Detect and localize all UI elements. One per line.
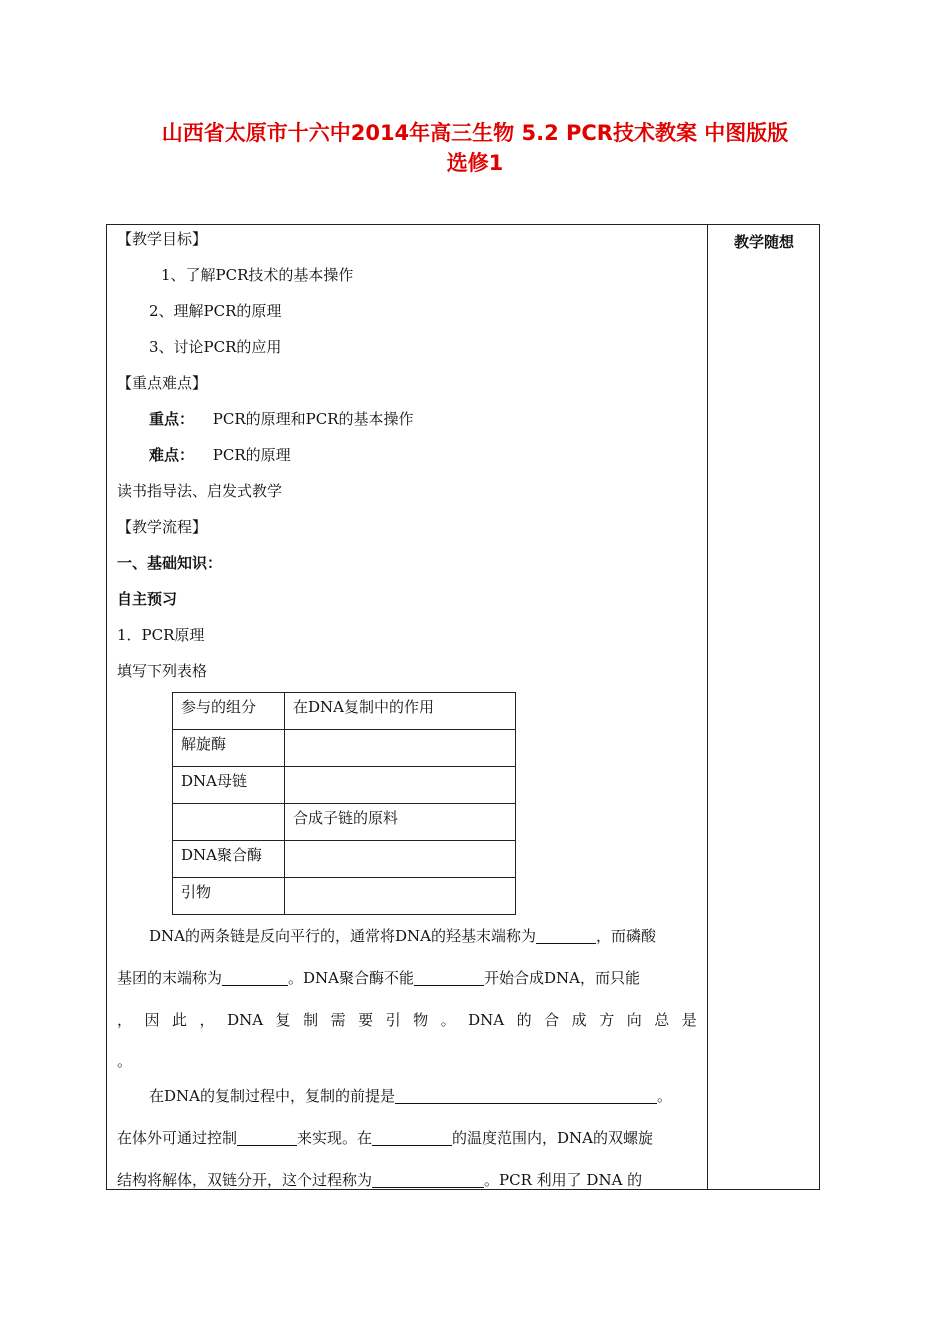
justified-char: 要: [358, 1011, 374, 1029]
answer-blank[interactable]: [222, 969, 288, 986]
section-basic-knowledge: 一、基础知识：: [117, 554, 223, 572]
justified-char: 是: [681, 1011, 697, 1029]
justified-char: DNA: [227, 1011, 264, 1029]
table-row: [173, 878, 516, 915]
table-row: [173, 804, 516, 841]
paragraph2-text: 结构将解体，双链分开，这个过程称为: [117, 1171, 373, 1189]
table-row: [173, 767, 516, 804]
paragraph1-line3: [117, 1010, 697, 1030]
key-point-row: [149, 409, 414, 429]
justified-char: ，: [199, 1011, 215, 1029]
justified-char: 方: [599, 1011, 615, 1029]
flow-heading: 【教学流程】: [117, 518, 208, 536]
answer-blank[interactable]: [372, 1129, 452, 1146]
justified-char: ，: [117, 1011, 133, 1029]
teaching-method: 读书指导法、启发式教学: [117, 482, 283, 500]
justified-char: 因: [144, 1011, 160, 1029]
table-cell: 在DNA复制中的作用: [285, 693, 516, 730]
paragraph2-text: 在体外可通过控制: [117, 1129, 238, 1147]
paragraph2-text: 的温度范围内，DNA的双螺旋: [452, 1129, 654, 1147]
justified-char: DNA: [468, 1011, 505, 1029]
paragraph2-line2: [117, 1128, 653, 1148]
difficult-point-label: 难点：: [149, 446, 195, 464]
paragraph1-text: ，而磷酸: [595, 927, 656, 945]
goal-2: 2、理解PCR的原理: [149, 302, 282, 320]
table-row: [173, 730, 516, 767]
answer-blank[interactable]: [536, 927, 596, 944]
table-cell: [285, 841, 516, 878]
table-row: [173, 841, 516, 878]
paragraph1-line2: [117, 968, 640, 988]
components-table: [172, 692, 516, 915]
answer-blank[interactable]: [395, 1087, 657, 1104]
key-points-heading: 【重点难点】: [117, 374, 208, 392]
table-cell: 合成子链的原料: [285, 804, 516, 841]
self-preview-heading: 自主预习: [117, 590, 178, 608]
table-cell: [285, 730, 516, 767]
difficult-point-text: PCR的原理: [212, 446, 291, 464]
paragraph2-line1: [149, 1086, 672, 1106]
paragraph1-text: 。DNA聚合酶不能: [288, 969, 415, 987]
paragraph1-line1: [149, 926, 656, 946]
justified-char: 合: [544, 1011, 560, 1029]
table-cell: DNA母链: [173, 767, 285, 804]
table-cell: 引物: [173, 878, 285, 915]
paragraph2-text: 。: [657, 1087, 673, 1105]
key-point-label: 重点：: [149, 410, 195, 428]
paragraph1-line4: 。: [117, 1052, 133, 1070]
document-title: [0, 118, 950, 178]
justified-char: 复: [275, 1011, 291, 1029]
table-cell: DNA聚合酶: [173, 841, 285, 878]
title-line-2: 选修1: [446, 151, 504, 175]
table-cell: 解旋酶: [173, 730, 285, 767]
goals-heading: 【教学目标】: [117, 230, 208, 248]
table-row: [173, 693, 516, 730]
table-cell: 参与的组分: [173, 693, 285, 730]
difficult-point-row: [149, 445, 291, 465]
justified-char: 总: [654, 1011, 670, 1029]
title-line-1: 山西省太原市十六中2014年高三生物 5.2 PCR技术教案 中图版版: [161, 121, 789, 145]
goal-3: 3、讨论PCR的应用: [149, 338, 282, 356]
paragraph2-text: 在DNA的复制过程中，复制的前提是: [149, 1087, 395, 1105]
justified-char: 此: [172, 1011, 188, 1029]
justified-char: 。: [440, 1011, 456, 1029]
paragraph1-text: 基团的末端称为: [117, 969, 223, 987]
paragraph1-text: DNA的两条链是反向平行的，通常将DNA的羟基末端称为: [149, 927, 536, 945]
justified-char: 成: [571, 1011, 587, 1029]
item-pcr-principle: 1．PCR原理: [117, 626, 205, 644]
answer-blank[interactable]: [372, 1171, 484, 1188]
justified-char: 物: [413, 1011, 429, 1029]
column-divider: [707, 225, 708, 1189]
key-point-text: PCR的原理和PCR的基本操作: [212, 410, 414, 428]
table-cell: [173, 804, 285, 841]
table-cell: [285, 767, 516, 804]
lesson-plan-frame: [106, 224, 820, 1190]
paragraph2-text: 。PCR 利用了 DNA 的: [484, 1171, 643, 1189]
side-column-header: 教学随想: [733, 233, 794, 251]
table-cell: [285, 878, 516, 915]
justified-char: 引: [385, 1011, 401, 1029]
answer-blank[interactable]: [414, 969, 484, 986]
paragraph2-line3: [117, 1170, 642, 1190]
fill-table-instruction: 填写下列表格: [117, 662, 208, 680]
justified-char: 的: [516, 1011, 532, 1029]
answer-blank[interactable]: [237, 1129, 297, 1146]
goal-1: 1、了解PCR技术的基本操作: [161, 266, 354, 284]
justified-char: 向: [626, 1011, 642, 1029]
paragraph1-text: 开始合成DNA，而只能: [484, 969, 641, 987]
paragraph2-text: 来实现。在: [297, 1129, 373, 1147]
justified-char: 需: [330, 1011, 346, 1029]
justified-char: 制: [303, 1011, 319, 1029]
